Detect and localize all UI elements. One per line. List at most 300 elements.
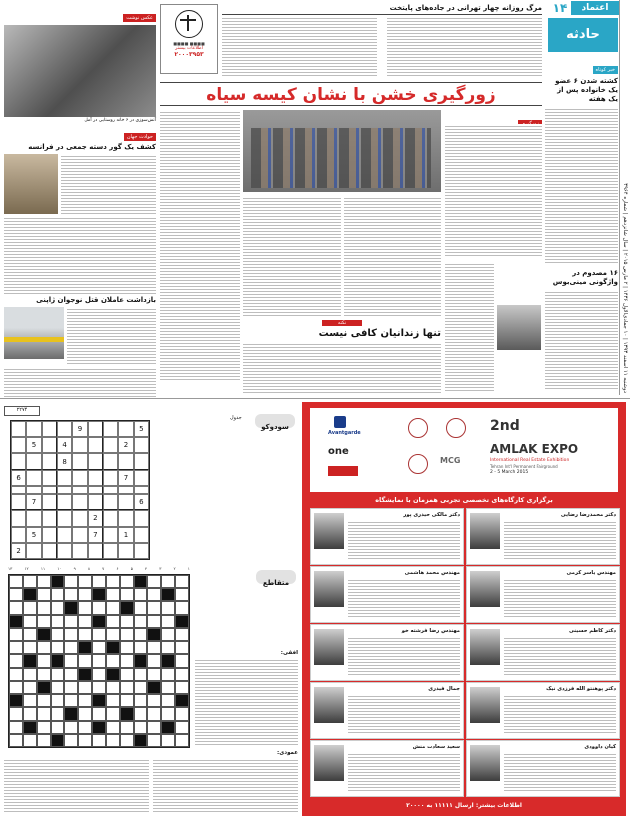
crossword-cell bbox=[120, 694, 134, 707]
crossword-cell bbox=[92, 734, 106, 747]
sudoku-grid bbox=[10, 420, 150, 560]
sudoku-cell bbox=[134, 543, 149, 559]
speaker-photo bbox=[314, 629, 344, 665]
sudoku-cell bbox=[103, 543, 118, 559]
crossword-cell bbox=[92, 668, 106, 681]
sudoku-cell: 1 bbox=[118, 527, 133, 543]
sudoku-cell bbox=[103, 470, 118, 486]
down-clues bbox=[4, 750, 298, 816]
sudoku-cell bbox=[72, 494, 87, 510]
sudoku-cell bbox=[11, 527, 26, 543]
crossword-cell bbox=[9, 668, 23, 681]
speaker-photo bbox=[470, 745, 500, 781]
speaker-bio bbox=[348, 694, 460, 734]
sudoku-cell bbox=[72, 486, 87, 494]
avantgarde-logo: Avantgarde bbox=[328, 430, 361, 436]
crossword-cell bbox=[37, 628, 51, 641]
sudoku-cell: 7 bbox=[26, 494, 41, 510]
sudoku-cell: 5 bbox=[26, 527, 41, 543]
badge-number: ۲۰۰۰۳۹۵۳ bbox=[174, 51, 204, 58]
crossword-cell bbox=[23, 575, 37, 588]
expo-location: Tehran Int'l Permanent Fairground bbox=[490, 464, 558, 469]
crossword-cell bbox=[9, 588, 23, 601]
crossword-cell bbox=[92, 641, 106, 654]
crossword-cell bbox=[64, 668, 78, 681]
crossword-cell bbox=[161, 721, 175, 734]
crossword-cell bbox=[23, 694, 37, 707]
speaker-photo bbox=[314, 513, 344, 549]
crossword-cell bbox=[134, 681, 148, 694]
association-emblem-icon bbox=[446, 418, 466, 438]
crossword-cell bbox=[92, 575, 106, 588]
crossword-cell bbox=[64, 628, 78, 641]
crossword-cell bbox=[161, 668, 175, 681]
crossword-cell bbox=[161, 628, 175, 641]
crossword-cell bbox=[37, 641, 51, 654]
main-story-body-left bbox=[160, 110, 240, 380]
avantgarde-icon bbox=[334, 416, 346, 428]
sudoku-cell bbox=[103, 486, 118, 494]
crossword-cell bbox=[106, 654, 120, 667]
crossword-cell bbox=[175, 694, 189, 707]
crossword-cell bbox=[134, 615, 148, 628]
page-number: ۱۴ bbox=[552, 1, 568, 15]
sponsor-emblems bbox=[406, 414, 486, 484]
crossword-cell bbox=[120, 681, 134, 694]
crossword-cell bbox=[23, 615, 37, 628]
crossword-cell bbox=[37, 694, 51, 707]
crossword-cell bbox=[147, 721, 161, 734]
crossword-cell bbox=[120, 588, 134, 601]
sudoku-cell bbox=[72, 437, 87, 453]
crossword-cell bbox=[175, 681, 189, 694]
sudoku-cell: 5 bbox=[26, 437, 41, 453]
crossword-cell bbox=[78, 641, 92, 654]
sudoku-cell: 5 bbox=[134, 421, 149, 437]
sudoku-cell bbox=[26, 421, 41, 437]
speakers-right-column bbox=[466, 508, 618, 798]
crossword-cell bbox=[9, 615, 23, 628]
crossword-cell bbox=[51, 601, 65, 614]
crossword-cell bbox=[120, 615, 134, 628]
sudoku-cell bbox=[72, 453, 87, 469]
sudoku-cell bbox=[57, 470, 72, 486]
world-body-1 bbox=[61, 154, 156, 214]
crossword-cell bbox=[51, 681, 65, 694]
sudoku-cell bbox=[26, 543, 41, 559]
sudoku-cell bbox=[103, 437, 118, 453]
crossword-cell bbox=[92, 681, 106, 694]
speaker-card bbox=[310, 740, 464, 797]
crossword-cell bbox=[106, 734, 120, 747]
speaker-card bbox=[466, 508, 620, 565]
crossword-cell bbox=[9, 694, 23, 707]
crossword-cell bbox=[120, 721, 134, 734]
sudoku-cell bbox=[11, 437, 26, 453]
crossword-cell bbox=[64, 734, 78, 747]
crossword-cell bbox=[23, 681, 37, 694]
speaker-name: جمال فیدری bbox=[428, 686, 460, 692]
sudoku-cell bbox=[26, 486, 41, 494]
right-body-1 bbox=[545, 107, 618, 265]
crossword-cell bbox=[175, 668, 189, 681]
down-label: عمودی: bbox=[277, 750, 298, 756]
speaker-bio bbox=[348, 520, 460, 560]
crossword-cell bbox=[175, 641, 189, 654]
top-story bbox=[222, 4, 542, 80]
speaker-name: مهندس رضا فرشته خو bbox=[401, 628, 460, 634]
crossword-cell bbox=[147, 588, 161, 601]
sudoku-cell bbox=[103, 453, 118, 469]
crossword-cell bbox=[175, 707, 189, 720]
crossword-grid bbox=[8, 574, 190, 748]
ministry-emblem-icon bbox=[408, 418, 428, 438]
crossword-cell bbox=[78, 707, 92, 720]
photo-caption: آتش‌سوزی در ۶ خانه روستایی در آمل bbox=[84, 118, 156, 123]
world-headline-2: بازداشت عاملان قتل نوجوان ژاپنی bbox=[36, 296, 156, 304]
crossword-cell bbox=[147, 707, 161, 720]
brand-logo: اعتماد bbox=[571, 1, 619, 15]
crossword-cell bbox=[64, 641, 78, 654]
crossword-cell bbox=[51, 694, 65, 707]
crossword-cell bbox=[92, 628, 106, 641]
speaker-bio bbox=[348, 636, 460, 676]
crossword-cell bbox=[161, 694, 175, 707]
sudoku-cell bbox=[26, 470, 41, 486]
speaker-bio bbox=[348, 752, 460, 792]
expo-ad bbox=[302, 402, 626, 816]
speaker-card bbox=[310, 508, 464, 565]
crossword-cell bbox=[64, 601, 78, 614]
sudoku-cell bbox=[42, 437, 57, 453]
speaker-card bbox=[466, 740, 620, 797]
main-story-body-mid1 bbox=[243, 196, 341, 316]
speaker-name: سعید سعادت منش bbox=[412, 744, 460, 750]
note-box bbox=[243, 320, 441, 394]
sudoku-cell: 8 bbox=[57, 453, 72, 469]
emma-logo bbox=[328, 466, 358, 476]
sudoku-cell bbox=[72, 510, 87, 526]
sudoku-cell bbox=[134, 453, 149, 469]
speaker-name: دکتر کاظم حسینی bbox=[568, 628, 616, 634]
crossword-cell bbox=[120, 575, 134, 588]
sudoku-cell: 2 bbox=[88, 510, 103, 526]
crossword-cell bbox=[23, 668, 37, 681]
crossword-cell bbox=[106, 575, 120, 588]
speaker-name: کیان داوودی bbox=[584, 744, 616, 750]
world-news-label: حوادث جهان bbox=[124, 133, 156, 141]
crossword-cell bbox=[106, 601, 120, 614]
crossword-cell bbox=[106, 641, 120, 654]
world-body-2 bbox=[67, 307, 156, 365]
sudoku-cell bbox=[42, 421, 57, 437]
crossword-cell bbox=[37, 668, 51, 681]
sudoku-cell bbox=[118, 494, 133, 510]
crime-scene-photo bbox=[4, 307, 64, 359]
crossword-cell bbox=[9, 721, 23, 734]
sudoku-board-small: ۲۲۷۴ bbox=[4, 406, 40, 416]
sudoku-cell bbox=[103, 421, 118, 437]
crossword-cell bbox=[106, 628, 120, 641]
sudoku-cell bbox=[72, 470, 87, 486]
world-body-1b bbox=[4, 216, 156, 294]
crossword-cell bbox=[9, 601, 23, 614]
date-strip bbox=[619, 0, 630, 395]
sudoku-cell bbox=[42, 453, 57, 469]
sudoku-cell bbox=[11, 510, 26, 526]
crossword-cell bbox=[134, 721, 148, 734]
speaker-photo bbox=[314, 745, 344, 781]
ad-footer: اطلاعات بیشتر: ارسال ۱۱۱۱۱ به ۲۰۰۰۰ bbox=[406, 802, 522, 809]
crossword-cell bbox=[106, 668, 120, 681]
crossword-cell bbox=[120, 641, 134, 654]
crossword-cell bbox=[78, 601, 92, 614]
crossword-cell bbox=[161, 707, 175, 720]
main-story-body-right bbox=[445, 124, 542, 256]
sudoku-cell: 7 bbox=[118, 470, 133, 486]
crossword-cell bbox=[92, 721, 106, 734]
crossword-cell bbox=[147, 601, 161, 614]
speaker-photo bbox=[314, 687, 344, 723]
note-body bbox=[243, 342, 441, 394]
sudoku-cell bbox=[42, 486, 57, 494]
sudoku-cell bbox=[11, 486, 26, 494]
judiciary-emblem-icon bbox=[175, 10, 203, 38]
sudoku-prev-label: جدول bbox=[230, 415, 242, 421]
crossword-cell bbox=[78, 681, 92, 694]
crossword-cell bbox=[147, 694, 161, 707]
crossword-cell bbox=[134, 601, 148, 614]
crossword-cell bbox=[64, 575, 78, 588]
sudoku-cell bbox=[88, 543, 103, 559]
crossword-cell bbox=[51, 628, 65, 641]
speaker-name: مهندس یاسر کرمی bbox=[566, 570, 616, 576]
crossword-cell bbox=[175, 588, 189, 601]
sudoku-cell bbox=[11, 453, 26, 469]
crossword-cell bbox=[64, 588, 78, 601]
note-headline: تنها زندانیان کافی نیست bbox=[318, 328, 441, 339]
expo-dates: 2 - 5 March 2015 bbox=[490, 470, 529, 475]
speaker-card bbox=[466, 682, 620, 739]
right-column bbox=[545, 56, 618, 396]
world-headline-1: کشف یک گور دسته جمعی در فرانسه bbox=[28, 143, 156, 151]
crossword-cell bbox=[37, 601, 51, 614]
sudoku-cell bbox=[11, 494, 26, 510]
sudoku-cell bbox=[57, 421, 72, 437]
crossword-cell bbox=[37, 734, 51, 747]
crossword-cell bbox=[51, 588, 65, 601]
sudoku-cell bbox=[103, 494, 118, 510]
crossword-cell bbox=[78, 588, 92, 601]
crossword-cell bbox=[147, 681, 161, 694]
speaker-card bbox=[310, 624, 464, 681]
fire-photo bbox=[4, 25, 156, 117]
crossword-cell bbox=[134, 707, 148, 720]
bank-emblem-icon bbox=[408, 454, 428, 474]
workshop-title: برگزاری کارگاه‌های تخصصی تجربی همزمان با نمایشگاه bbox=[375, 496, 553, 504]
crossword-cell bbox=[161, 641, 175, 654]
crossword-cell bbox=[37, 588, 51, 601]
expo-subtitle: International Real Estate Exhibition bbox=[490, 458, 570, 463]
crossword-cell bbox=[106, 721, 120, 734]
sudoku-cell bbox=[103, 527, 118, 543]
sudoku-cell bbox=[57, 527, 72, 543]
crossword-cell bbox=[120, 668, 134, 681]
sudoku-cell bbox=[42, 470, 57, 486]
crossword-cell bbox=[64, 654, 78, 667]
speaker-bio bbox=[504, 520, 616, 560]
section-title: حادثه bbox=[548, 18, 618, 52]
sudoku-cell bbox=[118, 453, 133, 469]
sudoku-cell bbox=[57, 543, 72, 559]
sudoku-cell bbox=[134, 510, 149, 526]
crossword-cell bbox=[9, 654, 23, 667]
crossword-cell bbox=[106, 588, 120, 601]
expo-ordinal: 2nd bbox=[490, 418, 520, 434]
crossword-cell bbox=[64, 707, 78, 720]
crossword-cell bbox=[120, 654, 134, 667]
main-story-kicker-wrap bbox=[445, 110, 542, 122]
crossword-cell bbox=[51, 707, 65, 720]
crossword-cell bbox=[78, 628, 92, 641]
crossword-cell bbox=[9, 628, 23, 641]
crossword-cell bbox=[175, 601, 189, 614]
main-story-body-mid2 bbox=[344, 196, 441, 316]
crossword-cell bbox=[92, 588, 106, 601]
sudoku-cell bbox=[134, 437, 149, 453]
crossword-cell bbox=[78, 615, 92, 628]
speaker-card bbox=[310, 566, 464, 623]
crossword-cell bbox=[161, 601, 175, 614]
left-column bbox=[4, 4, 156, 396]
crossword-label-badge: متقاطع bbox=[256, 570, 296, 584]
sudoku-cell bbox=[88, 470, 103, 486]
crossword-cell bbox=[175, 615, 189, 628]
crossword-numbers-top: ۱۳ ۱۲ ۱۱ ۱۰ ۹ ۸ ۷ ۶ ۵ ۴ ۳ ۲ ۱ bbox=[8, 566, 190, 571]
sudoku-cell bbox=[26, 510, 41, 526]
crossword-cell bbox=[92, 615, 106, 628]
crossword-cell bbox=[147, 668, 161, 681]
sudoku-label-badge: سودوکو bbox=[255, 414, 295, 428]
speaker-card bbox=[310, 682, 464, 739]
across-label: افقی: bbox=[280, 650, 298, 656]
main-story-photo bbox=[243, 110, 441, 192]
crossword-cell bbox=[9, 641, 23, 654]
crossword-cell bbox=[51, 668, 65, 681]
amlak-expo-logo bbox=[490, 414, 612, 476]
page-divider bbox=[0, 398, 630, 399]
crossword-cell bbox=[147, 734, 161, 747]
crossword-cell bbox=[37, 654, 51, 667]
crossword-cell bbox=[120, 707, 134, 720]
sudoku-cell bbox=[42, 494, 57, 510]
across-clue-list bbox=[195, 658, 298, 746]
sudoku-cell bbox=[42, 543, 57, 559]
crossword-cell bbox=[106, 694, 120, 707]
crossword-cell bbox=[9, 707, 23, 720]
sudoku-cell: 6 bbox=[134, 494, 149, 510]
sudoku-cell bbox=[88, 421, 103, 437]
speaker-bio bbox=[504, 752, 616, 792]
crossword-cell bbox=[134, 654, 148, 667]
crossword-cell bbox=[175, 721, 189, 734]
crossword-cell bbox=[51, 654, 65, 667]
speaker-photo bbox=[470, 571, 500, 607]
crossword-cell bbox=[37, 575, 51, 588]
sudoku-cell bbox=[26, 453, 41, 469]
speaker-bio bbox=[348, 578, 460, 618]
crossword-cell bbox=[175, 628, 189, 641]
sudoku-cell: 2 bbox=[11, 543, 26, 559]
crossword-cell bbox=[78, 575, 92, 588]
crossword-cell bbox=[51, 734, 65, 747]
crossword-cell bbox=[161, 734, 175, 747]
crossword-cell bbox=[134, 575, 148, 588]
crossword-cell bbox=[78, 654, 92, 667]
crossword-cell bbox=[106, 707, 120, 720]
crossword-cell bbox=[51, 641, 65, 654]
crossword-cell bbox=[9, 734, 23, 747]
speaker-photo bbox=[470, 629, 500, 665]
crossword-cell bbox=[147, 654, 161, 667]
sudoku-cell bbox=[88, 437, 103, 453]
crossword-cell bbox=[37, 681, 51, 694]
crossword-cell bbox=[161, 575, 175, 588]
sudoku-cell bbox=[118, 510, 133, 526]
crossword-cell bbox=[23, 734, 37, 747]
speaker-name: دکتر محمدرضا رضایی bbox=[560, 512, 616, 518]
speaker-photo bbox=[470, 687, 500, 723]
crossword-cell bbox=[120, 601, 134, 614]
main-banner-title: زورگیری خشن با نشان کیسه سیاه bbox=[206, 85, 496, 105]
crossword-cell bbox=[64, 694, 78, 707]
crossword-cell bbox=[51, 721, 65, 734]
sudoku-cell bbox=[72, 527, 87, 543]
sudoku-cell bbox=[72, 543, 87, 559]
crossword-cell bbox=[23, 707, 37, 720]
one-logo: one bbox=[328, 446, 349, 457]
mcg-logo: MCG bbox=[440, 456, 461, 465]
crossword-cell bbox=[23, 628, 37, 641]
crossword-cell bbox=[64, 615, 78, 628]
speaker-name: مهندس محمد هاشمی bbox=[404, 570, 460, 576]
crossword-cell bbox=[134, 641, 148, 654]
crossword-cell bbox=[175, 734, 189, 747]
crossword-cell bbox=[23, 654, 37, 667]
crossword-cell bbox=[134, 694, 148, 707]
speaker-card bbox=[466, 566, 620, 623]
crossword-cell bbox=[78, 721, 92, 734]
portrait-side-text bbox=[445, 262, 494, 392]
crossword-cell bbox=[106, 681, 120, 694]
crossword-cell bbox=[78, 668, 92, 681]
speaker-bio bbox=[504, 578, 616, 618]
crossword-cell bbox=[51, 615, 65, 628]
crossword-cell bbox=[134, 628, 148, 641]
sudoku-cell bbox=[118, 421, 133, 437]
crossword-cell bbox=[147, 615, 161, 628]
sudoku-cell bbox=[118, 486, 133, 494]
crossword-cell bbox=[175, 654, 189, 667]
crossword-cell bbox=[92, 694, 106, 707]
crossword-cell bbox=[37, 615, 51, 628]
crossword-cell bbox=[147, 575, 161, 588]
badge-text: اطلاعات بیشتر bbox=[175, 46, 203, 51]
top-body-left bbox=[222, 16, 377, 78]
crossword-cell bbox=[64, 681, 78, 694]
speaker-bio bbox=[504, 636, 616, 676]
right-headline-2: ۱۶ مصدوم در واژگونی مینی‌بوس bbox=[552, 269, 618, 286]
